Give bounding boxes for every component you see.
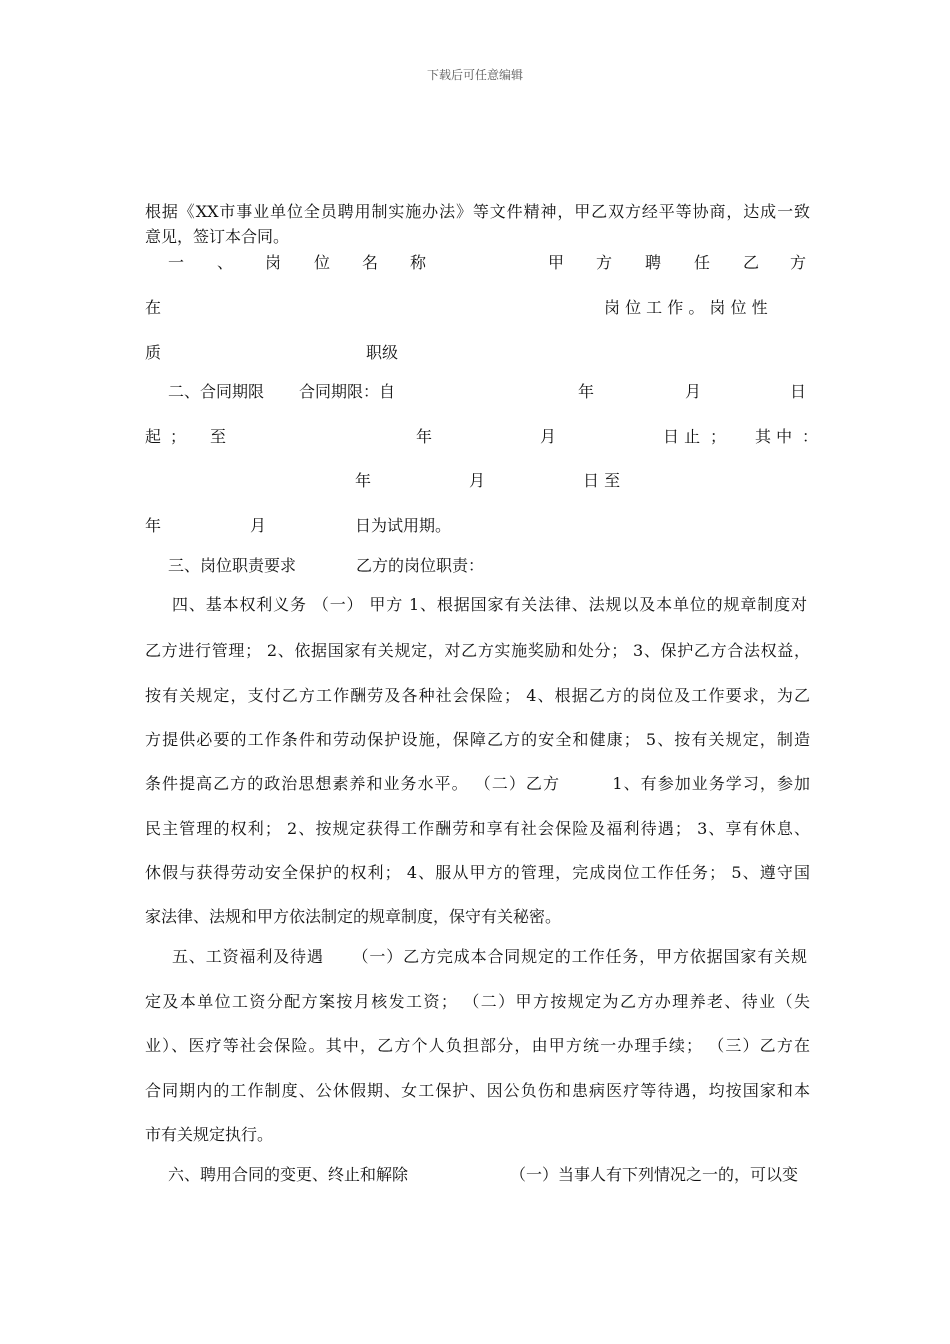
sec4-line-5: 条件提高乙方的政治思想素养和业务水平。 （二）乙方 1、有参加业务学习，参加 <box>145 774 810 793</box>
sec1-char: 名 <box>362 253 379 272</box>
sec5-line-3: 业）、医疗等社会保险。其中，乙方个人负担部分，由甲方统一办理手续； （三）乙方在 <box>145 1036 810 1055</box>
sec5-line-1: 五、工资福利及待遇 （一）乙方完成本合同规定的工作任务，甲方依据国家有关规 <box>172 947 807 966</box>
sec4-line-7: 休假与获得劳动安全保护的权利； 4、服从甲方的管理，完成岗位工作任务； 5、遵守国 <box>145 863 810 882</box>
sec5-line-5: 市有关规定执行。 <box>145 1125 274 1144</box>
sec1-zai: 在 <box>145 298 162 317</box>
sec2-year: 年 <box>416 427 433 446</box>
sec1-char: 乙 <box>743 253 760 272</box>
sec1-char: 甲 <box>548 253 565 272</box>
intro-line-2: 意见，签订本合同。 <box>145 227 290 246</box>
sec1-char: 岗 <box>265 253 282 272</box>
sec4-line-4: 方提供必要的工作条件和劳动保护设施，保障乙方的安全和健康； 5、按有关规定，制造 <box>145 730 810 749</box>
sec2-semi: ； <box>710 427 727 446</box>
sec2-label: 合同期限：自 <box>299 382 396 401</box>
sec1-post-work: 岗 位 工 作 。 岗 位 性 <box>604 298 768 317</box>
sec5-line-2: 定及本单位工资分配方案按月核发工资； （二）甲方按规定为乙方办理养老、待业（失 <box>145 992 810 1011</box>
sec1-char: 聘 <box>645 253 662 272</box>
sec2-ri-zhi2: 日 至 <box>583 471 621 490</box>
sec1-char: 方 <box>790 253 807 272</box>
sec2-colon: ： <box>802 427 819 446</box>
intro-line-1: 根据《XX市事业单位全员聘用制实施办法》等文件精神，甲乙双方经平等协商，达成一致 <box>145 202 810 221</box>
sec4-line-1: 四、基本权利义务 （一） 甲方 1、根据国家有关法律、法规以及本单位的规章制度对 <box>172 595 807 614</box>
sec2-end: 日为试用期。 <box>355 516 452 535</box>
sec2-ri-zhi: 日 止 <box>663 427 701 446</box>
sec2-day: 日 <box>790 382 807 401</box>
sec2-qizhong: 其 中 <box>755 427 793 446</box>
sec2-zhi: 至 <box>210 427 227 446</box>
sec4-line-8: 家法律、法规和甲方依法制定的规章制度，保守有关秘密。 <box>145 907 562 926</box>
sec2-year: 年 <box>145 516 162 535</box>
sec4-line-3: 按有关规定，支付乙方工作酬劳及各种社会保险； 4、根据乙方的岗位及工作要求，为乙 <box>145 686 810 705</box>
sec1-char: 方 <box>596 253 613 272</box>
sec2-year: 年 <box>355 471 372 490</box>
sec1-char: 任 <box>694 253 711 272</box>
sec2-title: 二、合同期限 <box>168 382 265 401</box>
sec2-year: 年 <box>578 382 595 401</box>
sec6-text: （一）当事人有下列情况之一的，可以变 <box>510 1165 799 1184</box>
sec5-line-4: 合同期内的工作制度、公休假期、女工保护、因公负伤和患病医疗等待遇，均按国家和本 <box>145 1081 810 1100</box>
sec6-title: 六、聘用合同的变更、终止和解除 <box>168 1165 409 1184</box>
sec2-semi: ； <box>170 427 187 446</box>
sec2-month: 月 <box>540 427 557 446</box>
sec4-line-6: 民主管理的权利； 2、按规定获得工作酬劳和享有社会保险及福利待遇； 3、享有休息、 <box>145 819 810 838</box>
sec3-title: 三、岗位职责要求 <box>168 556 297 575</box>
sec2-month: 月 <box>469 471 486 490</box>
sec1-grade: 职级 <box>366 343 399 362</box>
header-note: 下载后可任意编辑 <box>426 68 523 82</box>
sec1-char: 一 <box>168 253 185 272</box>
sec1-char: 称 <box>410 253 427 272</box>
sec1-char: 、 <box>217 253 234 272</box>
sec3-duty: 乙方的岗位职责： <box>356 556 485 575</box>
sec1-zhi: 质 <box>145 343 162 362</box>
sec4-line-2: 乙方进行管理； 2、依据国家有关规定，对乙方实施奖励和处分； 3、保护乙方合法权益， <box>145 641 810 660</box>
sec2-month: 月 <box>685 382 702 401</box>
sec2-month: 月 <box>250 516 267 535</box>
sec2-qi: 起 <box>145 427 162 446</box>
sec1-char: 位 <box>314 253 331 272</box>
